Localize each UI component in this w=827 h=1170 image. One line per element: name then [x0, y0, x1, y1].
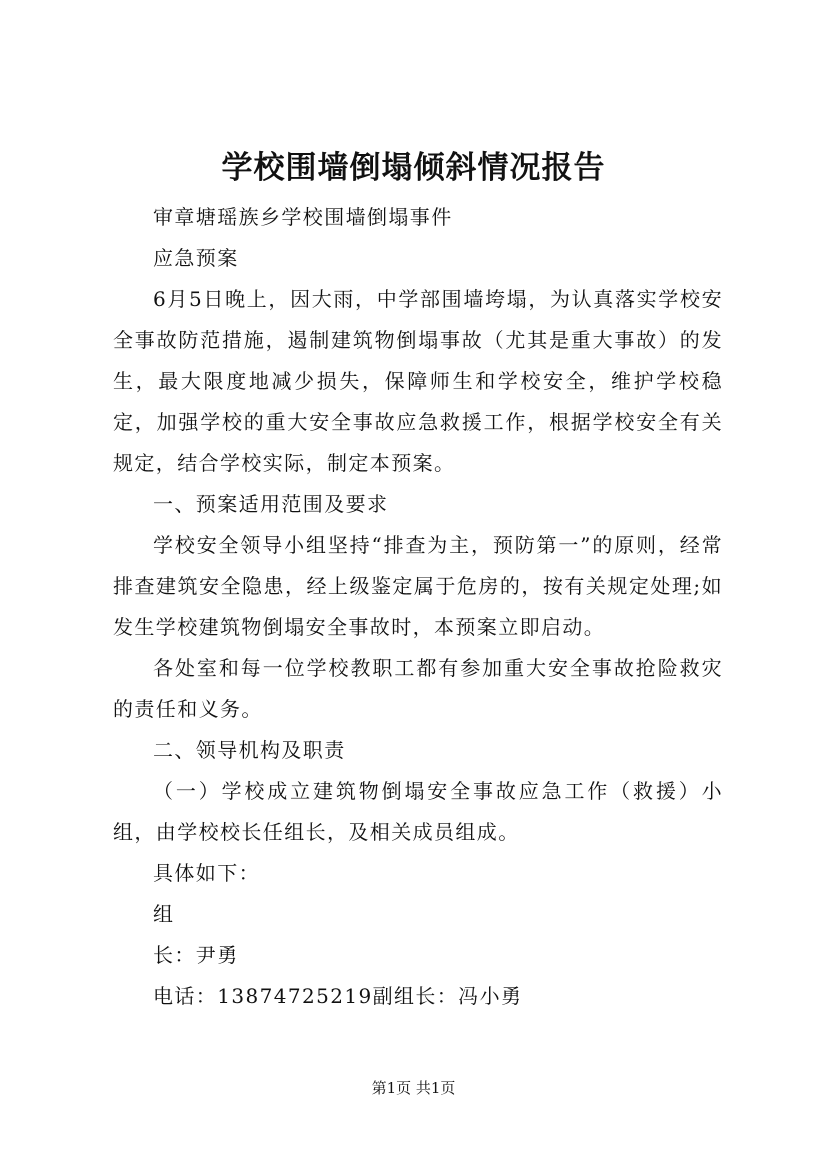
- paragraph-leader: 长：尹勇: [153, 943, 239, 967]
- page-footer: 第1页 共1页: [371, 1079, 456, 1097]
- paragraph-contact: 电话：13874725219副组长：冯小勇: [153, 984, 523, 1008]
- paragraph-group: 组: [153, 902, 175, 926]
- document-body: [113, 197, 723, 1017]
- paragraph-plan-label: 应急预案: [153, 246, 239, 270]
- section-heading-scope: 一、预案适用范围及要求: [153, 492, 389, 516]
- paragraph-team: （一）学校成立建筑物倒塌安全事故应急工作（救援）小组，由学校校长任组长，及相关成员组成。: [113, 779, 723, 844]
- section-heading-leadership: 二、领导机构及职责: [153, 738, 346, 762]
- paragraph-scope: 学校安全领导小组坚持“排查为主，预防第一”的原则，经常排查建筑安全隐患，经上级鉴定属于危房的，按有关规定处理;如发生学校建筑物倒塌安全事故时，本预案立即启动。: [113, 533, 723, 639]
- paragraph-details-label: 具体如下：: [153, 861, 260, 885]
- paragraph-event-name: 审章塘瑶族乡学校围墙倒塌事件: [153, 205, 453, 229]
- document-title: 学校围墙倒塌倾斜情况报告: [221, 150, 606, 186]
- paragraph-duty: 各处室和每一位学校教职工都有参加重大安全事故抢险救灾的责任和义务。: [113, 656, 723, 721]
- paragraph-background: 6月5日晚上，因大雨，中学部围墙垮塌，为认真落实学校安全事故防范措施，遏制建筑物倒塌事故（尤其是重大事故）的发生，最大限度地减少损失，保障师生和学校安全，维护学校稳定，加强学校的重大安全事故应急救援工作，根据学校安全有关规定，结合学校实际，制定本预案。: [113, 287, 723, 475]
